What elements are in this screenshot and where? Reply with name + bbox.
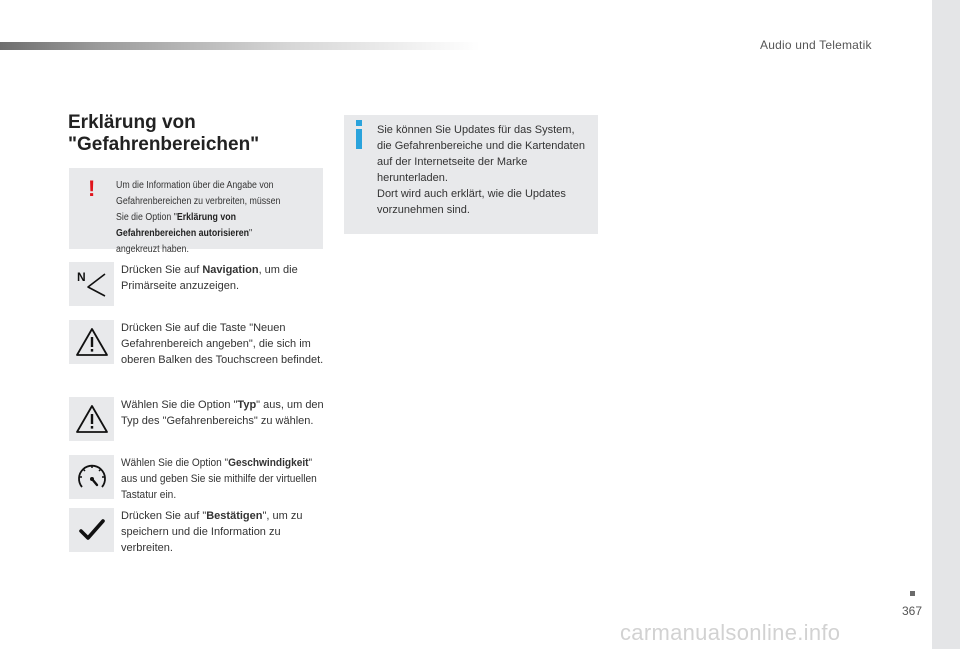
info-text bbox=[377, 122, 591, 218]
title-line-1: Erklärung von bbox=[68, 112, 196, 133]
header-gradient-bar bbox=[0, 42, 480, 50]
info-icon bbox=[356, 120, 362, 150]
step-text: Drücken Sie auf die Taste "Neuen Gefahrenbereich angeben", die sich im oberen Balken des Touchscreen befindet. bbox=[121, 322, 324, 366]
warning-text-before: Um die Information über die Angabe von Gefahrenbereichen zu verbreiten, müssen Sie die Option " bbox=[116, 180, 281, 223]
watermark: carmanualsonline.info bbox=[620, 620, 841, 645]
warning-box bbox=[69, 168, 323, 255]
page-title bbox=[68, 112, 259, 156]
step-text: Drücken Sie auf "Bestätigen", um zu speichern und die Information zu verbreiten. bbox=[121, 510, 303, 554]
page-marker bbox=[910, 591, 915, 596]
warning-text-after: " angekreuzt haben. bbox=[116, 228, 253, 255]
svg-text:N: N bbox=[76, 270, 86, 284]
info-box bbox=[344, 115, 598, 234]
title-line-2: "Gefahrenbereichen" bbox=[68, 134, 260, 155]
checkmark-icon bbox=[69, 508, 114, 552]
warning-triangle-icon bbox=[69, 397, 114, 441]
warning-triangle-icon bbox=[69, 320, 114, 364]
step-text: Drücken Sie auf Navigation, um die Primärseite anzuzeigen. bbox=[121, 264, 298, 292]
info-line-2: Dort wird auch erklärt, wie die Updates vorzunehmen sind. bbox=[377, 188, 566, 216]
side-strip bbox=[932, 0, 960, 649]
exclamation-icon: ! bbox=[88, 176, 96, 201]
step-text: Wählen Sie die Option "Geschwindigkeit" aus und geben Sie sie mithilfe der virtuellen Tastatur ein. bbox=[121, 457, 317, 501]
step-text: Wählen Sie die Option "Typ" aus, um den Typ des "Gefahrenbereichs" zu wählen. bbox=[121, 399, 324, 427]
section-header: Audio und Telematik bbox=[760, 38, 872, 52]
warning-text-bold: Erklärung von Gefahrenbereichen autorisieren bbox=[116, 212, 250, 239]
warning-text bbox=[116, 178, 292, 258]
page-number: 367 bbox=[902, 604, 923, 618]
navigation-icon bbox=[69, 262, 114, 306]
info-line-1: Sie können Sie Updates für das System, die Gefahrenbereiche und die Kartendaten auf der Internetseite der Marke herunterladen. bbox=[377, 124, 585, 184]
speedometer-icon bbox=[69, 455, 114, 499]
